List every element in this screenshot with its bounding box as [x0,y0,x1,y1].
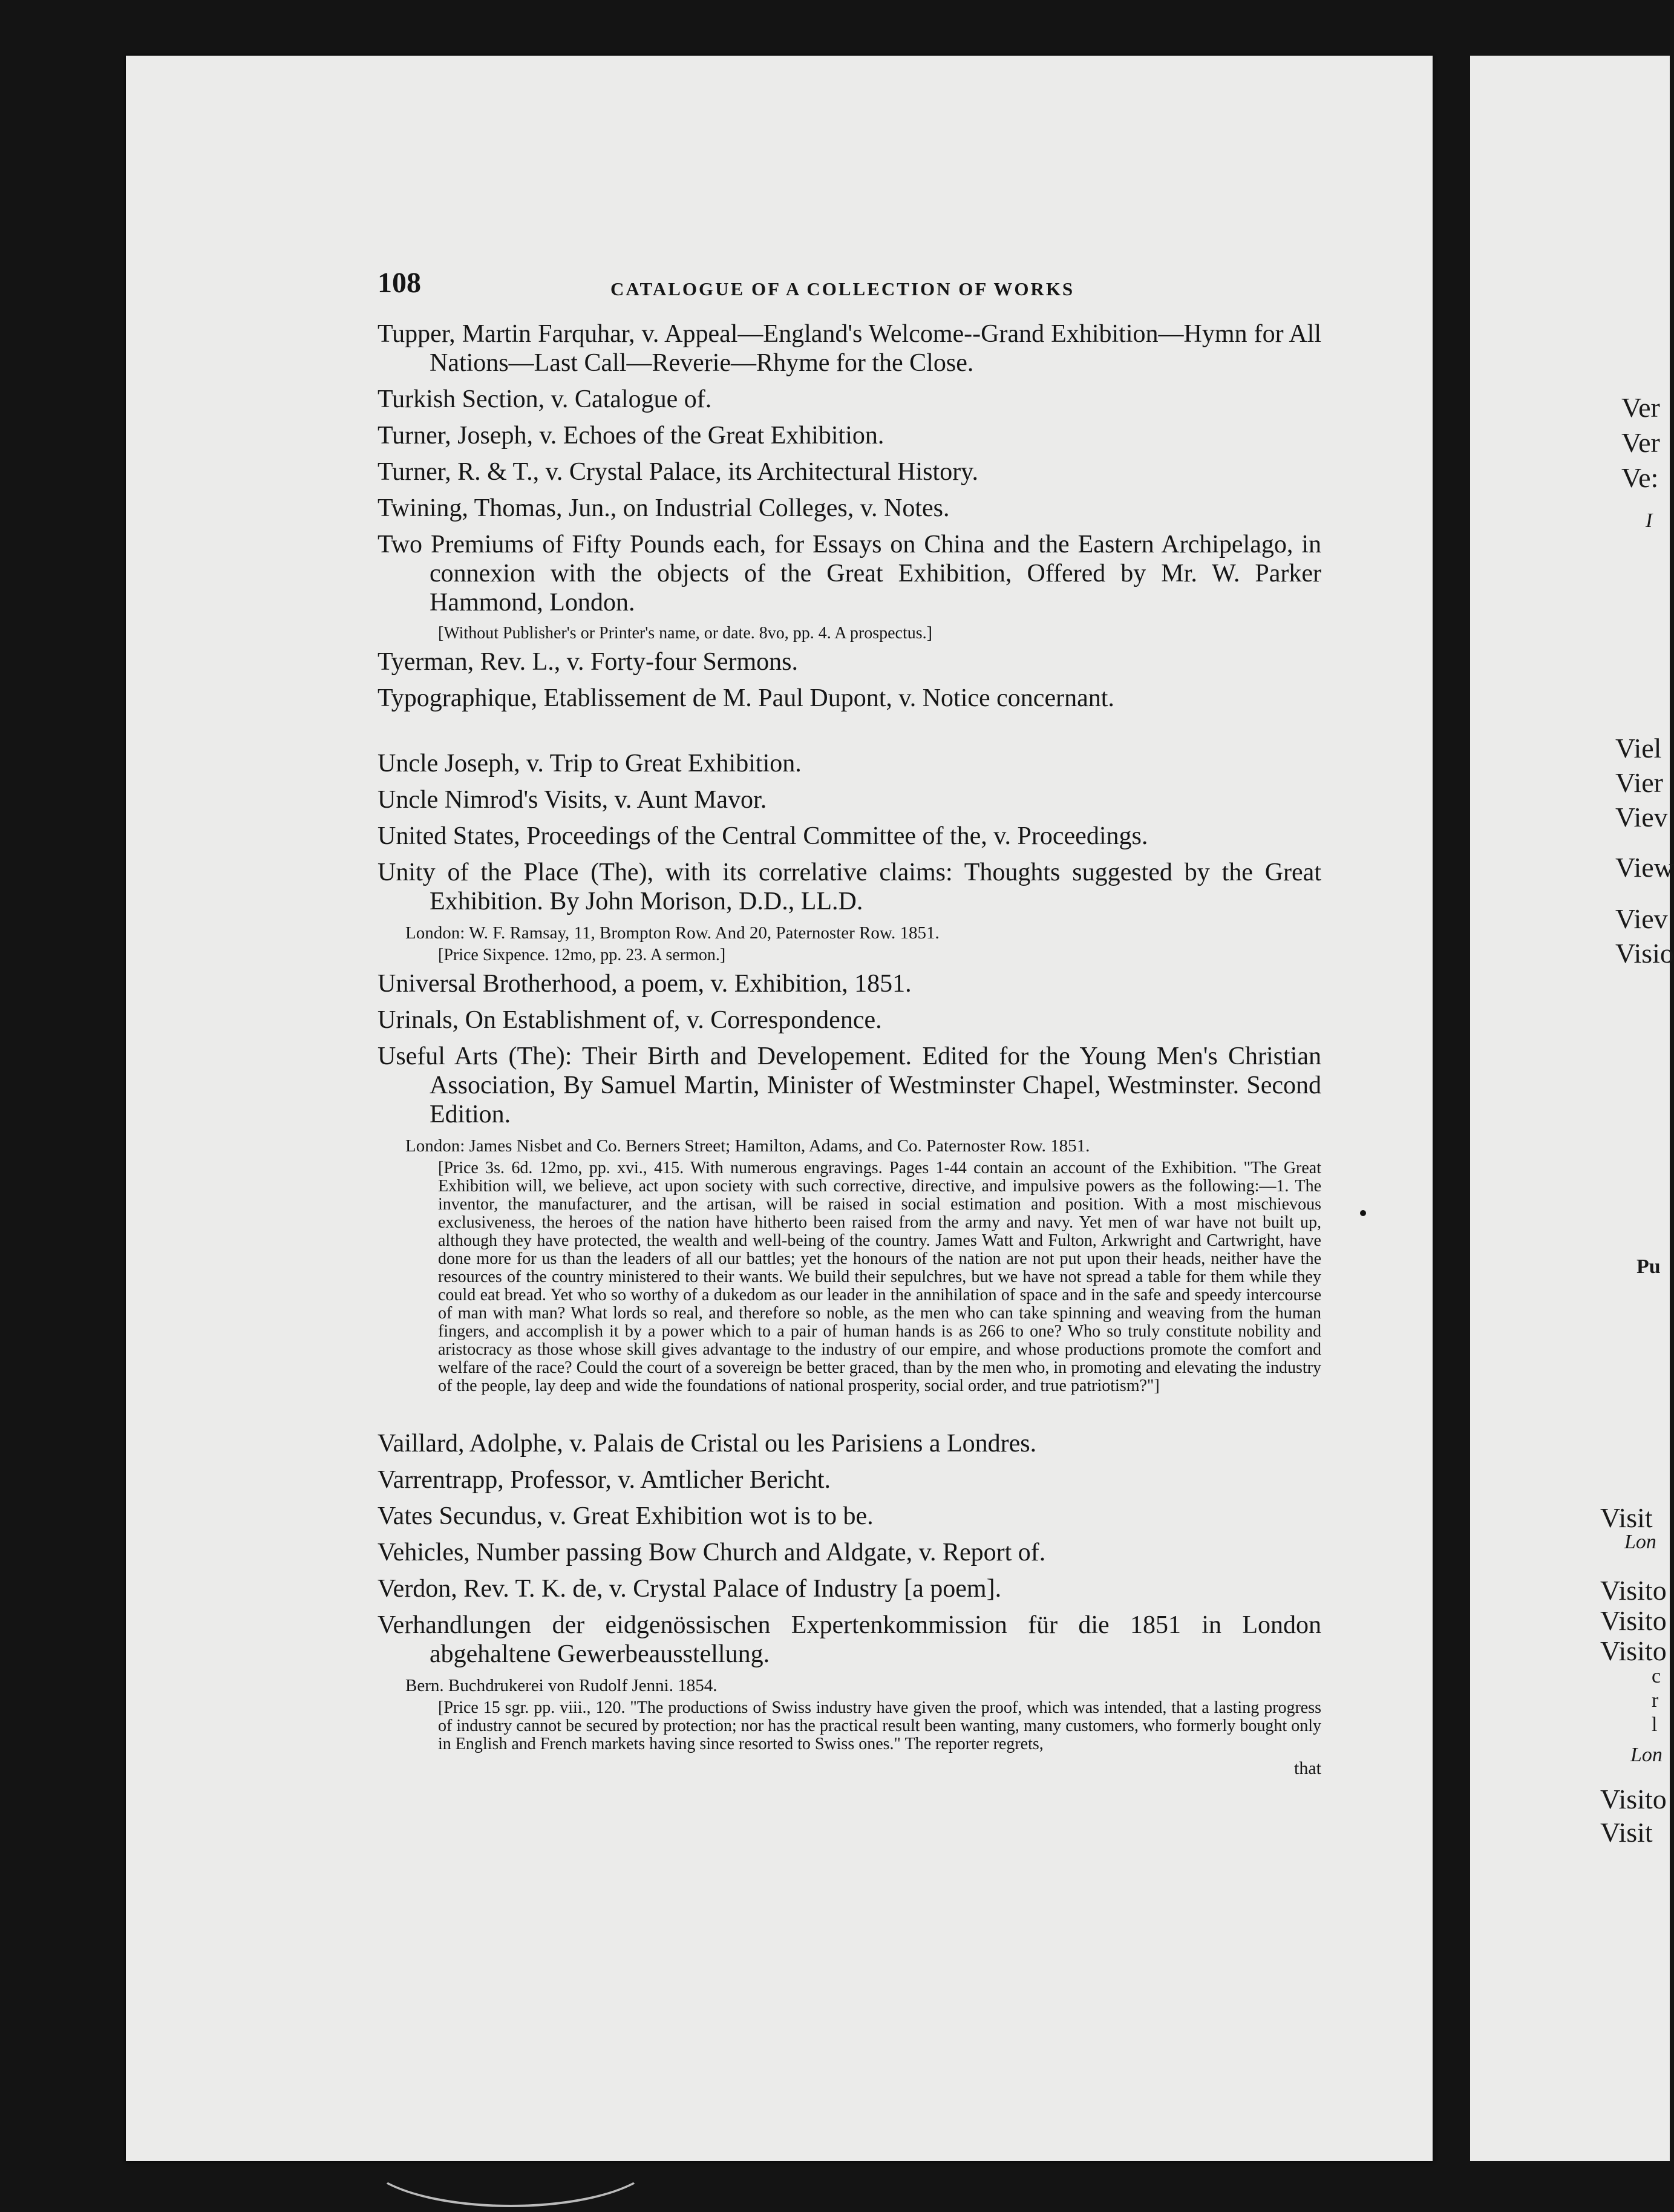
film-scratch [363,2106,658,2207]
facing-fragment: Visito [1600,1784,1667,1814]
facing-fragment: Visito [1600,1635,1667,1666]
entry-note: [Without Publisher's or Printer's name, or date. 8vo, pp. 4. A prospectus.] [438,624,932,643]
catalogue-entry: Turkish Section, v. Catalogue of. [378,385,712,413]
facing-fragment: Visito [1600,1575,1667,1606]
entry-imprint: Bern. Buchdrukerei von Rudolf Jenni. 1854. [405,1676,718,1695]
catalogue-entry: Turner, R. & T., v. Crystal Palace, its Architectural History. [378,458,978,486]
entry-note: [Price Sixpence. 12mo, pp. 23. A sermon.] [438,946,726,964]
running-head: CATALOGUE OF A COLLECTION OF WORKS [610,278,1075,299]
facing-fragment: Visio [1615,938,1674,969]
catalogue-entry: Turner, Joseph, v. Echoes of the Great Exhibition. [378,422,884,450]
catalogue-entry: Varrentrapp, Professor, v. Amtlicher Bericht. [378,1466,831,1494]
entry-imprint: London: James Nisbet and Co. Berners Street; Hamilton, Adams, and Co. Paternoster Row. 1851. [405,1136,1090,1156]
ink-speck [1360,1210,1366,1216]
facing-fragment: View [1615,852,1674,883]
facing-fragment: Viev [1615,903,1668,934]
facing-fragment: Ve: [1621,462,1659,493]
facing-fragment: Vier [1615,767,1663,798]
catalogue-entry: Twining, Thomas, Jun., on Industrial Colleges, v. Notes. [378,494,950,522]
facing-fragment: c [1652,1665,1661,1687]
facing-fragment: Viev [1615,802,1668,833]
catalogue-entry: United States, Proceedings of the Central Committee of the, v. Proceedings. [378,822,1148,850]
catalogue-entry: Vaillard, Adolphe, v. Palais de Cristal ou les Parisiens a Londres. [378,1430,1037,1458]
catalogue-entry: Vates Secundus, v. Great Exhibition wot is to be. [378,1502,874,1530]
catalogue-entry: Verdon, Rev. T. K. de, v. Crystal Palace of Industry [a poem]. [378,1575,1002,1603]
facing-fragment: Lon [1630,1744,1663,1766]
catalogue-entry: Universal Brotherhood, a poem, v. Exhibition, 1851. [378,970,912,998]
section-gap [378,1400,1321,1424]
facing-page-edge [1470,56,1674,2161]
facing-fragment: Ver [1621,392,1660,423]
facing-fragment: Lon [1624,1531,1656,1553]
entry-note: [Price 15 sgr. pp. viii., 120. "The productions of Swiss industry have given the proof, which was intended, that a lasting progress of industry cannot be secured by protection; nor has the practical result been wanting, many customers, who formerly bought only in English and French markets having since resorted to Swiss ones." The reporter regrets, [438,1698,1321,1753]
catalogue-entry: Verhandlungen der eidgenössischen Expertenkommission für die 1851 in London abgehaltene Gewerbeausstellung. [378,1611,1321,1668]
facing-fragment: I [1646,509,1653,532]
facing-fragment: Pu [1636,1255,1661,1278]
entry-imprint: London: W. F. Ramsay, 11, Brompton Row. And 20, Paternoster Row. 1851. [405,923,940,943]
facing-fragment: r [1652,1689,1659,1712]
facing-fragment: l [1652,1713,1658,1736]
facing-fragment: Visito [1600,1605,1667,1636]
page-number: 108 [378,267,421,299]
facing-fragment: Visit [1600,1502,1653,1533]
catalogue-entry: Uncle Joseph, v. Trip to Great Exhibition. [378,750,802,777]
section-gap [378,720,1321,744]
facing-fragment: Ver [1621,427,1660,458]
catalogue-entry: Two Premiums of Fifty Pounds each, for Essays on China and the Eastern Archipelago, in connexion with the objects of the Great Exhibition, Offered by Mr. W. Parker Hammond, London. [378,531,1321,617]
catalogue-entry: Useful Arts (The): Their Birth and Developement. Edited for the Young Men's Christian Association, By Samuel Martin, Minister of Westminster Chapel, Westminster. Second Edition. [378,1042,1321,1128]
catalogue-entry: Unity of the Place (The), with its correlative claims: Thoughts suggested by the Great Exhibition. By John Morison, D.D., LL.D. [378,859,1321,915]
catalogue-entry: Urinals, On Establishment of, v. Correspondence. [378,1006,882,1034]
catchword: that [1294,1758,1321,1778]
page-header [378,266,1321,309]
catalogue-entry: Typographique, Etablissement de M. Paul Dupont, v. Notice concernant. [378,684,1114,712]
catalogue-entry: Vehicles, Number passing Bow Church and Aldgate, v. Report of. [378,1539,1046,1566]
facing-fragment: Viel [1615,733,1662,764]
facing-fragment: Visit [1600,1817,1653,1848]
entry-note: [Price 3s. 6d. 12mo, pp. xvi., 415. With numerous engravings. Pages 1-44 contain an account of the Exhibition. "The Great Exhibition will, we believe, act upon society with such corrective, directive, and impulsive powers as the following:—1. The inventor, the manufacturer, and the artisan, will be raised in social estimation and position. With a most mischievous exclusiveness, the heroes of the nation have hitherto been raised from the army and navy. Yet men of war have not built up, although they have protected, the wealth and well-being of the country. James Watt and Fulton, Arkwright and Cartwright, have done more for us than the leaders of all our battles; yet the honours of the nation are not put upon their heads, neither have the resources of the country ministered to their wants. We build their sepulchres, but we have not spread a table for them while they could eat bread. Yet who so worthy of a dukedom as our leader in the annihilation of space and in the safe and speedy intercourse of man with man? What lords so real, and therefore so noble, as the men who can take spinning and weaving from the human fingers, and accomplish it by a power which to a pair of human hands is as 266 to one? Who so truly constitute nobility and aristocracy as those whose skill gives advantage to the industry of our empire, and whose productions promote the comfort and welfare of the race? Could the court of a sovereign be better graced, than by the men who, in promoting and elevating the industry of the people, lay deep and wide the foundations of national prosperity, social order, and true patriotism?"] [438,1159,1321,1395]
catalogue-entry: Tyerman, Rev. L., v. Forty-four Sermons. [378,648,798,676]
catalogue-text [378,266,1321,1779]
catalogue-entry: Tupper, Martin Farquhar, v. Appeal—England's Welcome--Grand Exhibition—Hymn for All Nations—Last Call—Reverie—Rhyme for the Close. [378,320,1321,377]
catalogue-entry: Uncle Nimrod's Visits, v. Aunt Mavor. [378,786,767,814]
